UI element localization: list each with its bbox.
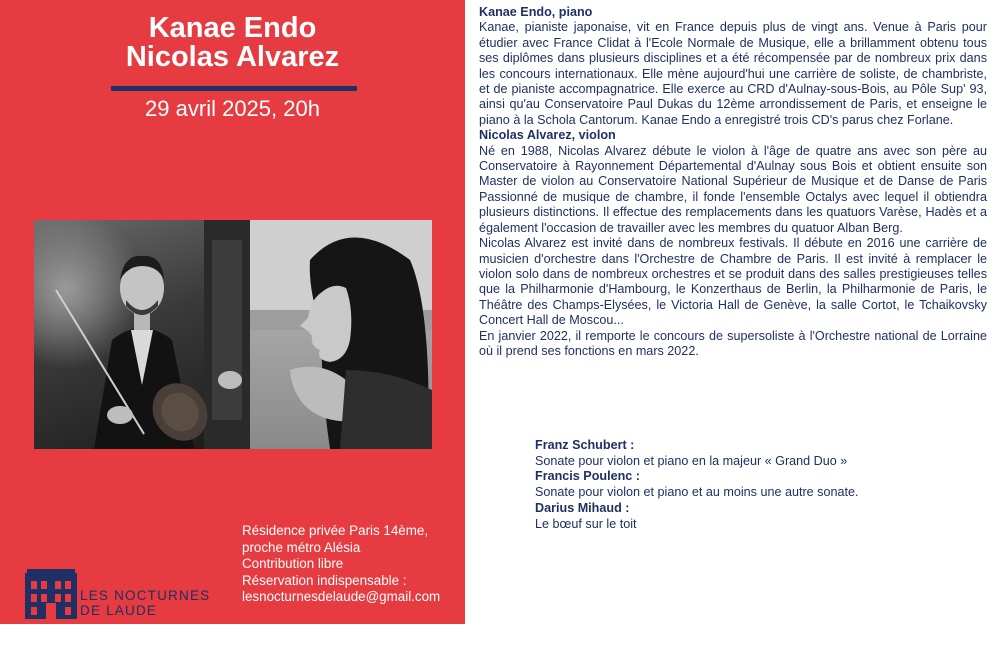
concert-title [0, 14, 465, 72]
poster-panel [0, 0, 465, 624]
pianist-photo [250, 220, 432, 449]
logo-wordmark [80, 588, 210, 618]
program-work: Sonate pour violon et piano en la majeur « Grand Duo » [535, 453, 848, 468]
venue-line: Résidence privée Paris 14ème, [242, 523, 429, 538]
violinist-photo [34, 220, 250, 449]
bio-text-kanae: Kanae, pianiste japonaise, vit en France depuis plus de vingt ans. Venue à Paris pour étudier avec France Clidat à l'Ecole Normale de Musique, elle a brillamment obtenu tous ses diplômes dans plusieurs disciplines et a été récompensée par de nombreux prix dans les concours internationaux. Elle mène aujourd'hui une carrière de soliste, de chambriste, et de pianiste accompagnatrice. Elle exerce au CRD d'Aulnay-sous-Bois, au Pôle Sup' 93, ainsi qu'au Conservatoire Paul Dukas du 12ème arrondissement de Paris, et enseigne le piano à la Schola Cantorum. Kanae Endo a enregistré trois CD's parus chez Forlane. [479, 20, 987, 127]
performer-2-name: Nicolas Alvarez [125, 41, 340, 73]
venue-line: Réservation indispensable : [242, 572, 407, 588]
program-composer: Franz Schubert : [535, 438, 635, 452]
venue-line: Contribution libre [242, 556, 344, 571]
program-composer: Darius Mihaud : [535, 500, 630, 515]
building-logo-icon [25, 567, 77, 624]
logo-line-1: LES NOCTURNES [80, 588, 211, 603]
concert-date: 29 avril 2025, 20h [145, 96, 320, 121]
performers-photo [34, 220, 432, 449]
venue-info [242, 523, 440, 606]
biographies [479, 5, 987, 359]
logo-line-2: DE LAUDE [80, 603, 158, 618]
program-work: Sonate pour violon et piano et au moins une autre sonate. [535, 485, 859, 500]
bio-heading-nicolas: Nicolas Alvarez, violon [479, 128, 616, 143]
title-divider [111, 86, 357, 91]
contact-email[interactable]: lesnocturnesdelaude@gmail.com [242, 589, 441, 604]
bio-text-nicolas: Né en 1988, Nicolas Alvarez débute le violon à l'âge de quatre ans avec son père au Conservatoire à Rayonnement Départemental d'Aulnay sous Bois et obtient ensuite son Master de violon au Conservatoire National Supérieur de Musique et de Danse de Paris Passionné de musique de chambre, il fonde l'ensemble Octalys avec lequel il obtiendra plusieurs distinctions. Il effectue des remplacements dans les quatuors Varèse, Hadès et a également l'occasion de travailler avec les membres du quatuor Alban Berg. [479, 143, 987, 235]
bio-heading-kanae: Kanae Endo, piano [479, 5, 593, 19]
performer-1-name: Kanae Endo [148, 12, 317, 44]
venue-line: proche métro Alésia [242, 539, 361, 555]
program-work: Le bœuf sur le toit [535, 516, 637, 531]
program-composer: Francis Poulenc : [535, 469, 640, 484]
bio-text-nicolas: Nicolas Alvarez est invité dans de nombreux festivals. Il débute en 2016 une carrière de musicien d'orchestre dans l'Orchestre de Chambre de Paris. Il est invité à remplacer le violon solo dans de nombreux orchestres et se produit dans des salles prestigieuses telles que la Philharmonie d'Hambourg, le Konzerthaus de Berlin, la Philharmonie de Paris, le Théâtre des Champs-Elysées, le Victoria Hall de Genève, la salle Cortot, le Tchaikovsky Concert Hall de Moscou... [479, 236, 987, 328]
bio-text-nicolas: En janvier 2022, il remporte le concours de supersoliste à l'Orchestre national de Lorraine où il prend ses fonctions en mars 2022. [479, 328, 987, 358]
concert-program [535, 438, 858, 532]
